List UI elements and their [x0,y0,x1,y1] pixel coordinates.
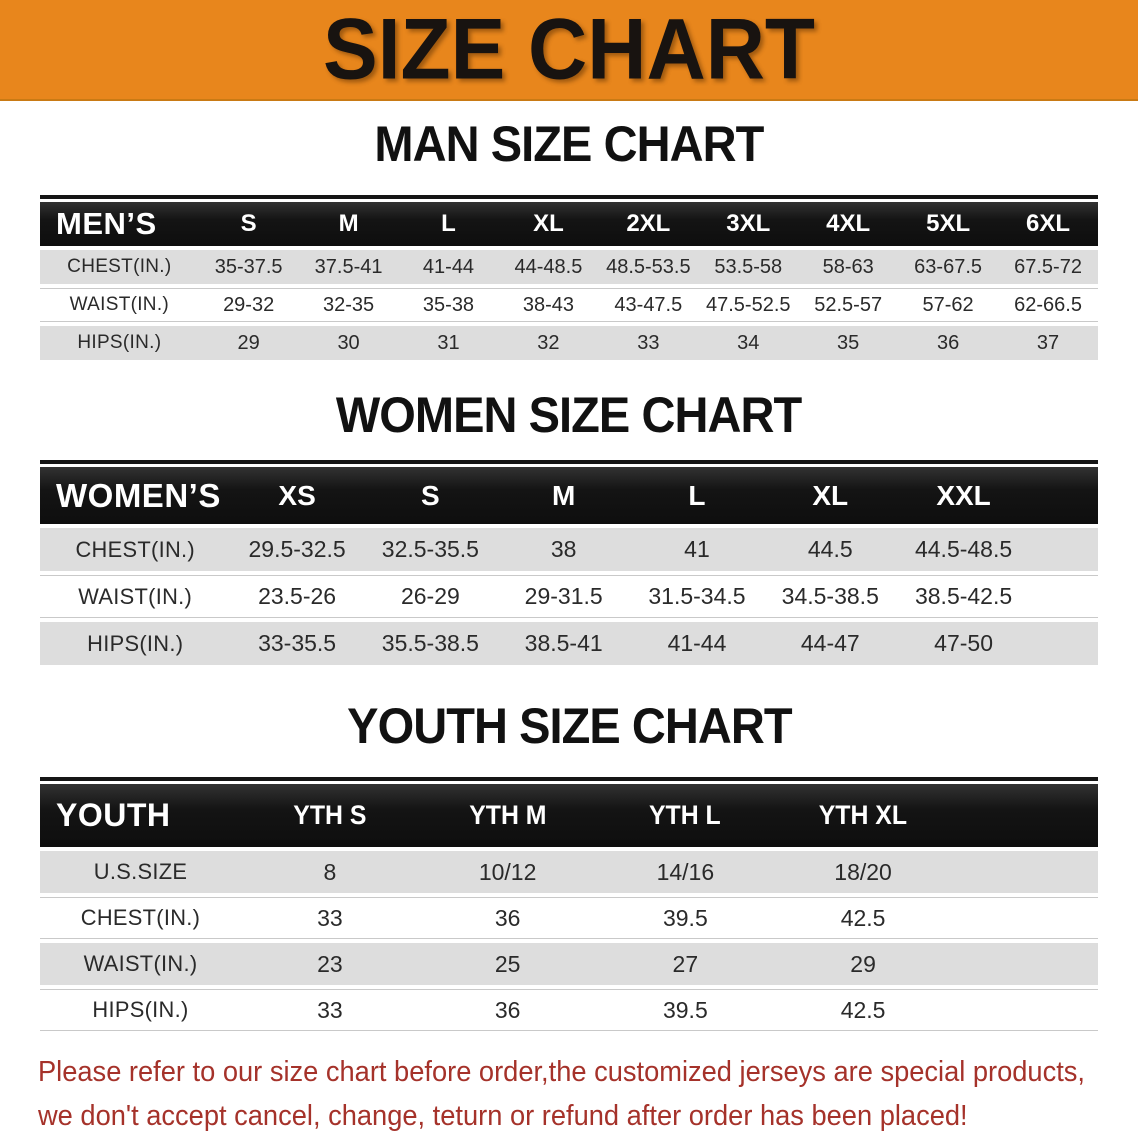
size-value-cell: 37 [1036,331,1060,354]
size-value-cell: 52.5-57 [814,293,883,316]
size-value-cell: 41 [684,536,710,562]
table-row [40,943,1098,985]
size-column-header: XS [278,479,316,511]
size-value-cell: 42.5 [840,996,886,1023]
size-value-cell: 37.5-41 [314,255,383,278]
size-value-cell: 63-67.5 [914,255,983,278]
size-value-cell: 35-37.5 [214,255,283,278]
size-value-cell: 38 [550,536,577,562]
men-section-title: MAN SIZE CHART [374,116,764,172]
size-value-cell: 34.5-38.5 [781,583,879,609]
size-column-header: YTH XL [818,800,908,830]
men-table-header-row [40,202,1098,246]
row-label: WAIST(IN.) [69,294,170,315]
size-value-cell: 33-35.5 [258,630,337,656]
size-value-cell: 31.5-34.5 [648,583,746,609]
size-column-header: L [441,210,456,237]
size-value-cell: 31 [437,331,460,354]
size-value-cell: 29-31.5 [524,583,603,609]
table-row [40,250,1098,284]
row-label: CHEST(IN.) [75,536,195,562]
size-value-cell: 67.5-72 [1014,255,1082,278]
size-value-cell: 23.5-26 [258,583,337,609]
size-chart-banner [0,0,1138,101]
table-row [40,622,1098,665]
size-value-cell: 44.5 [807,536,853,562]
size-value-cell: 44-48.5 [514,255,583,278]
size-value-cell: 53.5-58 [714,255,783,278]
table-top-border [40,777,1098,781]
size-value-cell: 62-66.5 [1014,293,1082,316]
table-top-border [40,195,1098,199]
size-column-header: 4XL [826,210,871,237]
table-row [40,897,1098,939]
size-column-header: 3XL [726,210,771,237]
size-value-cell: 32-35 [322,293,375,316]
size-column-header: YTH S [293,800,367,830]
table-row [40,851,1098,893]
youth-section-title: YOUTH SIZE CHART [346,698,792,754]
size-value-cell: 33 [317,904,343,931]
table-row [40,326,1098,360]
youth-section [0,697,1138,755]
size-value-cell: 26-29 [400,583,460,609]
women-table-header-row [40,467,1098,524]
size-value-cell: 33 [637,331,660,354]
size-column-header: L [688,479,706,511]
men-table-header-label: MEN’S [56,206,157,241]
size-value-cell: 32 [537,331,560,354]
size-value-cell: 18/20 [834,858,892,885]
size-column-header: XXL [936,479,991,511]
table-row [40,528,1098,571]
size-column-header: M [552,479,576,511]
table-top-border [40,460,1098,464]
size-value-cell: 43-47.5 [614,293,683,316]
size-column-header: S [240,210,257,237]
footer-note [0,1051,1138,1132]
size-value-cell: 35-38 [422,293,475,316]
size-column-header: YTH M [468,800,547,830]
size-column-header: XL [533,210,564,237]
size-value-cell: 48.5-53.5 [606,255,691,278]
size-value-cell: 29 [237,331,260,354]
size-value-cell: 38.5-41 [524,630,603,656]
size-value-cell: 29 [850,950,876,977]
size-value-cell: 32.5-35.5 [381,536,479,562]
size-value-cell: 36 [936,331,960,354]
row-label: CHEST(IN.) [80,905,201,930]
women-size-table [40,460,1098,665]
size-value-cell: 57-62 [922,293,974,316]
size-value-cell: 44.5-48.5 [914,536,1013,562]
row-label: HIPS(IN.) [87,630,184,656]
youth-table-header-row [40,784,1098,847]
size-value-cell: 27 [672,950,699,977]
size-value-cell: 34 [737,331,760,354]
size-value-cell: 36 [494,996,521,1023]
footer-note-line-2: we don't accept cancel, change, teturn or refund after order has been placed! [38,1099,968,1132]
row-label: CHEST(IN.) [67,256,172,277]
size-value-cell: 29.5-32.5 [248,536,346,562]
table-row [40,989,1098,1031]
size-value-cell: 35.5-38.5 [381,630,479,656]
size-value-cell: 41-44 [422,255,475,278]
size-value-cell: 38-43 [522,293,574,316]
size-value-cell: 58-63 [822,255,874,278]
women-section-title: WOMEN SIZE CHART [336,387,802,443]
women-section [0,386,1138,444]
table-row [40,288,1098,322]
size-value-cell: 29-32 [223,293,275,316]
footer-note-line-1: Please refer to our size chart before order,the customized jerseys are special products, [38,1056,1085,1088]
size-column-header: 2XL [626,210,671,237]
size-column-header: 5XL [926,210,971,237]
size-value-cell: 23 [317,950,343,977]
size-value-cell: 42.5 [840,904,886,931]
men-section [0,115,1138,173]
size-column-header: S [421,479,440,511]
size-column-header: YTH L [649,800,722,830]
banner-title: SIZE CHART [323,1,815,97]
men-size-table [40,195,1098,360]
row-label: U.S.SIZE [93,859,188,884]
size-column-header: M [338,210,359,237]
row-label: WAIST(IN.) [83,951,198,976]
size-value-cell: 47-50 [934,630,993,656]
size-value-cell: 39.5 [662,904,708,931]
size-value-cell: 35 [837,331,860,354]
size-value-cell: 25 [494,950,521,977]
size-value-cell: 8 [323,858,337,885]
youth-size-table [40,777,1098,1031]
size-column-header: 6XL [1026,210,1071,237]
women-table-header-label: WOMEN’S [56,476,221,514]
row-label: HIPS(IN.) [77,332,162,353]
size-value-cell: 33 [317,996,343,1023]
size-value-cell: 10/12 [478,858,537,885]
size-value-cell: 38.5-42.5 [914,583,1013,609]
size-value-cell: 14/16 [656,858,715,885]
size-value-cell: 41-44 [667,630,727,656]
size-value-cell: 47.5-52.5 [706,293,791,316]
size-column-header: XL [812,479,849,511]
size-value-cell: 36 [494,904,521,931]
table-row [40,575,1098,618]
row-label: HIPS(IN.) [92,997,189,1022]
row-label: WAIST(IN.) [78,583,193,609]
size-value-cell: 44-47 [800,630,860,656]
size-value-cell: 30 [337,331,360,354]
youth-table-header-label: YOUTH [56,797,171,833]
size-value-cell: 39.5 [662,996,708,1023]
